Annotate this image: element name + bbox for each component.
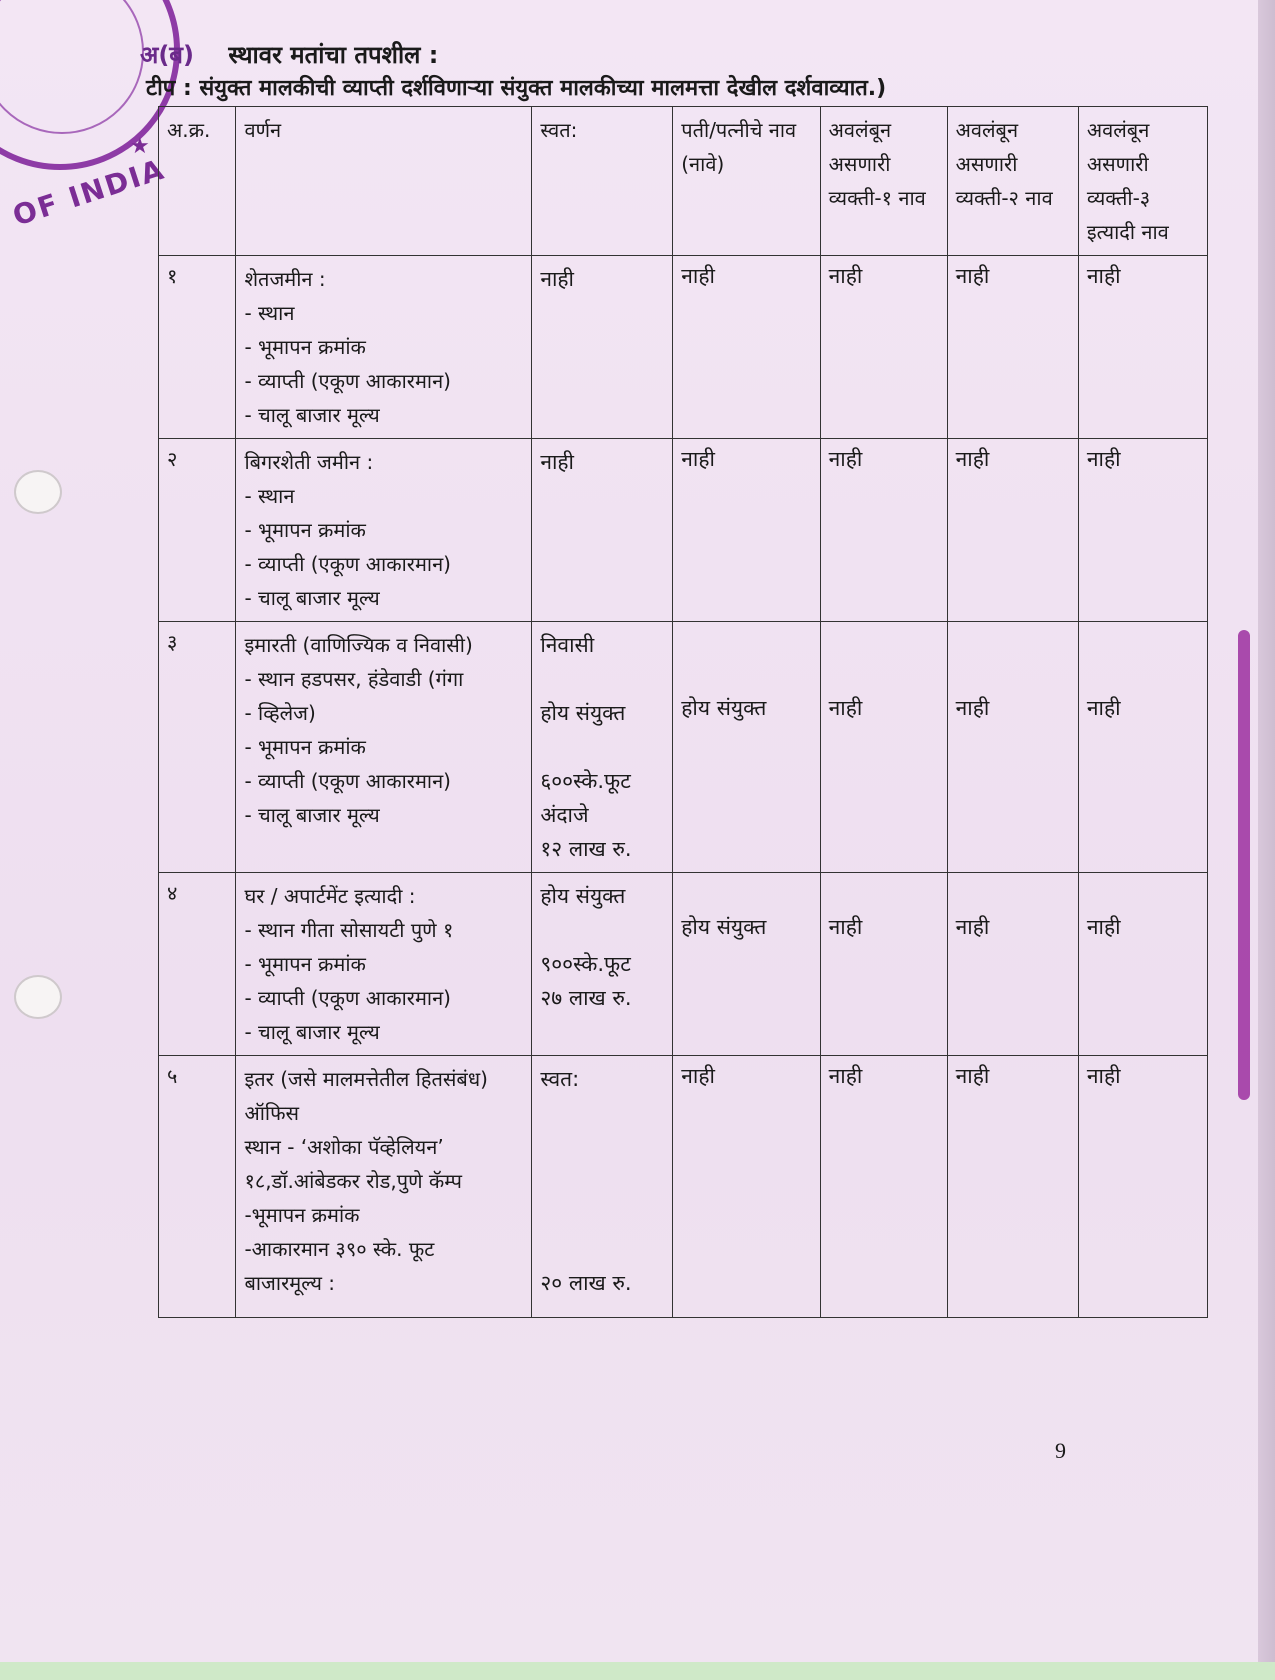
self-value	[540, 730, 664, 764]
self-value: ९००स्के.फूट	[540, 952, 631, 976]
row-description	[236, 256, 532, 439]
row-sr: ३	[159, 622, 236, 873]
row-description	[236, 439, 532, 622]
self-value	[540, 1198, 664, 1232]
description-line: - भूमापन क्रमांक	[244, 952, 366, 976]
row-dep1: नाही	[820, 873, 947, 1056]
self-value: स्वत:	[540, 1067, 580, 1091]
row-spouse: नाही	[673, 439, 820, 622]
table-row	[159, 256, 1208, 439]
self-value: ६००स्के.फूट	[540, 769, 631, 793]
self-value: होय संयुक्त	[540, 701, 626, 725]
description-line: - चालू बाजार मूल्य	[244, 803, 380, 827]
description-line: - व्याप्ती (एकूण आकारमान)	[244, 369, 451, 393]
self-value	[540, 662, 664, 696]
self-value: नाही	[540, 450, 574, 474]
table-row	[159, 439, 1208, 622]
description-line: - व्याप्ती (एकूण आकारमान)	[244, 552, 451, 576]
row-dep3: नाही	[1078, 439, 1207, 622]
row-spouse: नाही	[673, 1056, 820, 1318]
description-line: - चालू बाजार मूल्य	[244, 403, 380, 427]
row-dep2: नाही	[947, 873, 1078, 1056]
table-row	[159, 622, 1208, 873]
row-dep2: नाही	[947, 1056, 1078, 1318]
self-value: २० लाख रु.	[540, 1271, 632, 1295]
description-line: - व्हिलेज)	[244, 701, 316, 725]
description-line: -भूमापन क्रमांक	[244, 1203, 360, 1227]
header-self: स्वत:	[532, 107, 673, 256]
row-spouse: नाही	[673, 256, 820, 439]
description-line: घर / अपार्टमेंट इत्यादी :	[244, 884, 416, 908]
description-line: - स्थान गीता सोसायटी पुणे १	[244, 918, 454, 942]
row-dep2: नाही	[947, 439, 1078, 622]
row-dep3: नाही	[1078, 622, 1207, 873]
description-line: - भूमापन क्रमांक	[244, 735, 366, 759]
section-mark: अ(ब)	[140, 41, 194, 69]
row-spouse: होय संयुक्त	[673, 873, 820, 1056]
row-self	[532, 439, 673, 622]
self-value: निवासी	[540, 633, 595, 657]
description-line: - व्याप्ती (एकूण आकारमान)	[244, 769, 451, 793]
section-heading	[140, 38, 438, 71]
description-line: - स्थान	[244, 301, 295, 325]
self-value: १२ लाख रु.	[540, 837, 632, 861]
self-value	[540, 1164, 664, 1198]
row-self	[532, 256, 673, 439]
section-title: स्थावर मतांचा तपशील :	[228, 41, 439, 69]
page-edge	[1258, 0, 1275, 1680]
row-dep3: नाही	[1078, 873, 1207, 1056]
description-line: - भूमापन क्रमांक	[244, 518, 366, 542]
self-value	[540, 1232, 664, 1266]
description-line: -आकारमान ३९० स्के. फूट	[244, 1237, 435, 1261]
table-row	[159, 873, 1208, 1056]
row-sr: २	[159, 439, 236, 622]
row-dep1: नाही	[820, 256, 947, 439]
self-value: २७ लाख रु.	[540, 986, 632, 1010]
row-sr: ५	[159, 1056, 236, 1318]
self-value: अंदाजे	[540, 803, 589, 827]
row-dep2: नाही	[947, 622, 1078, 873]
description-line: १८,डॉ.आंबेडकर रोड,पुणे कॅम्प	[244, 1169, 463, 1193]
row-dep1: नाही	[820, 1056, 947, 1318]
row-description	[236, 1056, 532, 1318]
self-value	[540, 1130, 664, 1164]
section-note: टीप : संयुक्त मालकीची व्याप्ती दर्शविणाऱ्या संयुक्त मालकीच्या मालमत्ता देखील दर्शवाव्यात.)	[146, 76, 887, 101]
header-dependent-2: अवलंबून असणारी व्यक्ती-२ नाव	[947, 107, 1078, 256]
row-spouse: होय संयुक्त	[673, 622, 820, 873]
description-line: इतर (जसे मालमत्तेतील हितसंबंध)	[244, 1067, 488, 1091]
row-self	[532, 873, 673, 1056]
self-value: होय संयुक्त	[540, 884, 626, 908]
star-icon: ★	[130, 134, 150, 159]
self-value	[540, 1096, 664, 1130]
description-line: ऑफिस	[244, 1101, 300, 1125]
description-line: - स्थान हडपसर, हंडेवाडी (गंगा	[244, 667, 464, 691]
row-dep3: नाही	[1078, 1056, 1207, 1318]
description-line: - स्थान	[244, 484, 295, 508]
description-line: - व्याप्ती (एकूण आकारमान)	[244, 986, 451, 1010]
self-value: नाही	[540, 267, 574, 291]
row-dep3: नाही	[1078, 256, 1207, 439]
table-row	[159, 1056, 1208, 1318]
background-strip	[0, 1662, 1275, 1680]
row-dep2: नाही	[947, 256, 1078, 439]
description-line: इमारती (वाणिज्यिक व निवासी)	[244, 633, 473, 657]
stamp-text: OF INDIA	[8, 152, 170, 233]
description-line: - चालू बाजार मूल्य	[244, 586, 380, 610]
header-spouse: पती/पत्नीचे नाव (नावे)	[673, 107, 820, 256]
binder-hole-bottom	[14, 975, 62, 1019]
description-line: स्थान - ‘अशोका पॅव्हेलियन’	[244, 1135, 444, 1159]
page-number: 9	[1055, 1438, 1066, 1463]
table-header-row	[159, 107, 1208, 256]
row-description	[236, 622, 532, 873]
description-line: - चालू बाजार मूल्य	[244, 1020, 380, 1044]
highlighter-mark	[1238, 630, 1250, 1100]
description-line: शेतजमीन :	[244, 267, 326, 291]
self-value	[540, 913, 664, 947]
row-self	[532, 1056, 673, 1318]
row-description	[236, 873, 532, 1056]
description-line: बिगरशेती जमीन :	[244, 450, 374, 474]
row-sr: ४	[159, 873, 236, 1056]
header-description: वर्णन	[236, 107, 532, 256]
immovable-assets-table	[158, 106, 1208, 1318]
row-dep1: नाही	[820, 622, 947, 873]
row-dep1: नाही	[820, 439, 947, 622]
row-sr: १	[159, 256, 236, 439]
header-dependent-3: अवलंबून असणारी व्यक्ती-३ इत्यादी नाव	[1078, 107, 1207, 256]
binder-hole-top	[14, 470, 62, 514]
row-self	[532, 622, 673, 873]
description-line: - भूमापन क्रमांक	[244, 335, 366, 359]
header-sr: अ.क्र.	[159, 107, 236, 256]
description-line: बाजारमूल्य :	[244, 1271, 336, 1295]
header-dependent-1: अवलंबून असणारी व्यक्ती-१ नाव	[820, 107, 947, 256]
